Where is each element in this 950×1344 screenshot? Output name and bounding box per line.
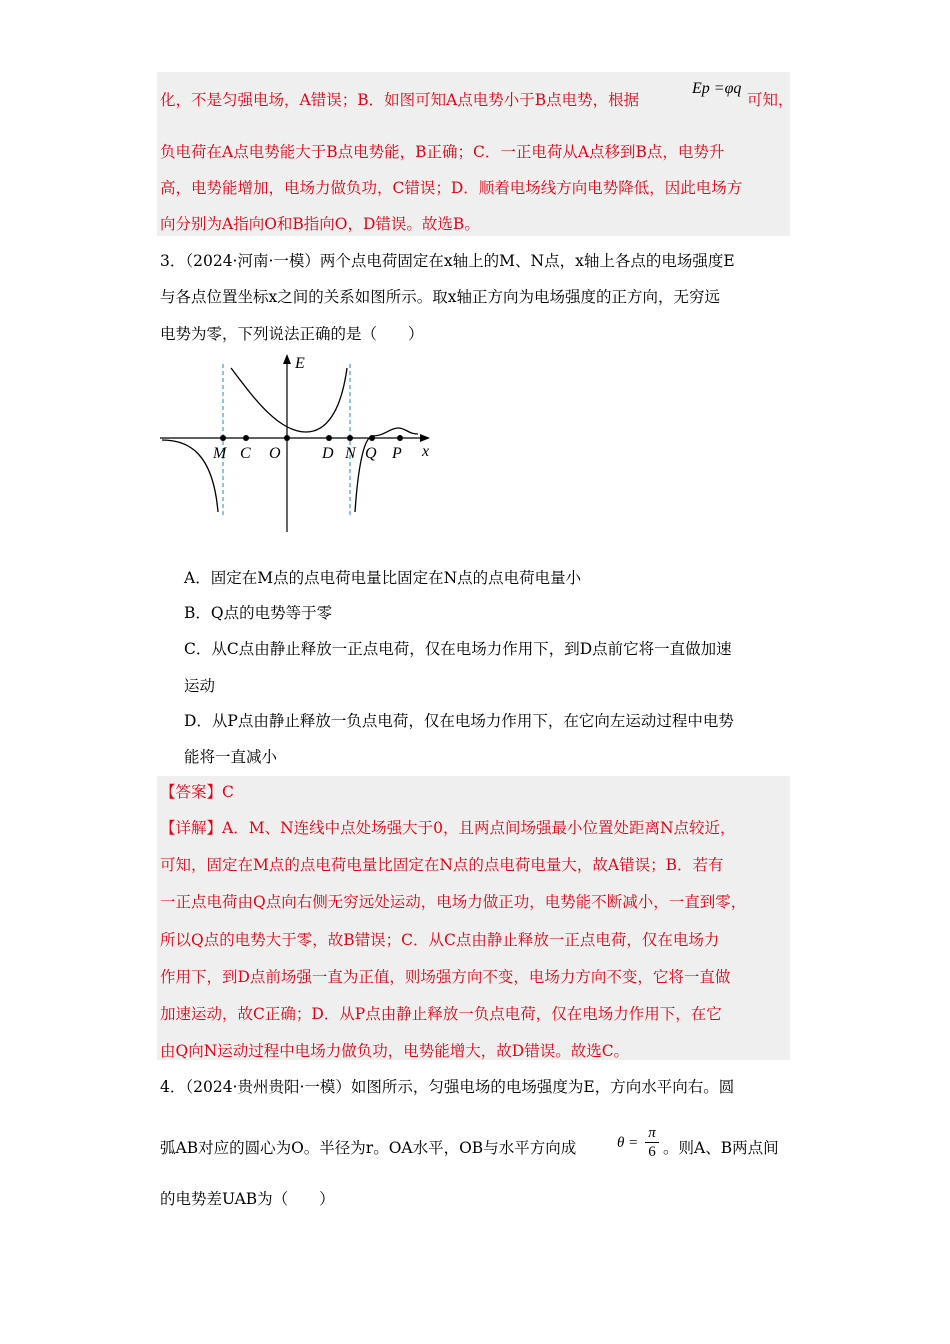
q3-option-d-cont: 能将一直减小 [184,748,278,766]
q3-explanation-line-1: 【详解】A．M、N连线中点处场强大于0，且两点间场强最小位置处距离N点较近， [160,819,736,837]
point-n [347,435,353,441]
q4-stem-line-2-tail: 。则A、B两点间 [663,1139,779,1157]
q2-explanation-line-2: 负电荷在A点电势能大于B点电势能，B正确；C．一正电荷从A点移到B点，电势升 [160,143,725,161]
q2-explanation-line-3: 高，电势能增加，电场力做负功，C错误；D．顺着电场线方向电势降低，因此电场方 [160,179,743,197]
potential-energy-formula: Ep =φq [692,80,742,97]
q3-explanation-line-2: 可知，固定在M点的点电荷电量比固定在N点的点电荷电量大，故A错误；B．若有 [160,856,724,874]
point-o [284,435,290,441]
q2-explanation-line-1 [160,90,639,110]
q3-explanation-line-7: 由Q向N运动过程中电场力做负功，电势能增大，故D错误。故选C。 [160,1042,630,1060]
q3-option-d: D．从P点由静止释放一负点电荷，仅在电场力作用下，在它向左运动过程中电势 [184,712,734,730]
q3-option-c: C．从C点由静止释放一正点电荷，仅在电场力作用下，到D点前它将一直做加速 [184,640,732,658]
curve-left-of-m [162,440,218,512]
q3-explanation-line-4: 所以Q点的电势大于零，故B错误；C．从C点由静止释放一正点电荷，仅在电场力 [160,931,720,949]
q3-option-a: A．固定在M点的点电荷电量比固定在N点的点电荷电量小 [184,569,582,587]
label-d: D [322,445,334,462]
pi-over-six-fraction [645,1124,659,1161]
fraction-numerator: π [645,1124,659,1143]
q2-explanation-line-4: 向分别为A指向O和B指向O，D错误。故选B。 [160,215,480,233]
q4-stem-line-1: 4．（2024·贵州贵阳·一模）如图所示，匀强电场的电场强度为E，方向水平向右。圆 [160,1078,735,1096]
q3-stem-line-1: 3．（2024·河南·一模）两个点电荷固定在x轴上的M、N点，x轴上各点的电场强度E [160,252,735,270]
q3-answer: 【答案】C [160,783,234,801]
label-n: N [345,445,356,462]
q3-explanation-line-5: 作用下，到D点前场强一直为正值，则场强方向不变，电场力方向不变，它将一直做 [160,968,731,986]
point-c [243,435,249,441]
label-q: Q [365,445,377,462]
q3-explanation-line-6: 加速运动，故C正确；D．从P点由静止释放一负点电荷，仅在电场力作用下，在它 [160,1005,722,1023]
y-axis-label: E [295,355,305,372]
x-axis-arrow [420,434,430,442]
point-m [220,435,226,441]
fraction-denominator: 6 [648,1144,656,1160]
q4-stem-line-2-head: 弧AB对应的圆心为O。半径为r。OA水平，OB与水平方向成 [160,1139,577,1157]
label-c: C [240,445,251,462]
point-d [326,435,332,441]
q3-explanation-line-3: 一正点电荷由Q点向右侧无穷远处运动，电场力做正功，电势能不断减小，一直到零， [160,893,747,911]
label-m: M [213,445,227,462]
e-x-graph [158,352,448,542]
x-axis-label: x [422,443,430,460]
point-p [397,435,403,441]
label-p: P [392,445,402,462]
q2-formula-tail: 可知， [747,91,794,109]
theta-formula: θ = [617,1135,639,1151]
q2-explanation-text: 化，不是匀强电场，A错误；B．如图可知A点电势小于B点电势，根据 [160,91,640,109]
q3-stem-line-2: 与各点位置坐标x之间的关系如图所示。取x轴正方向为电场强度的正方向，无穷远 [160,288,720,306]
q3-option-b: B．Q点的电势等于零 [184,604,333,622]
y-axis-arrow [283,354,291,364]
q3-stem-line-3: 电势为零，下列说法正确的是（ ） [160,325,424,343]
curve-between-m-n [231,368,347,432]
q3-option-c-cont: 运动 [184,677,216,695]
label-o: O [269,445,281,462]
point-q [369,435,375,441]
curve-right-of-n [355,428,418,512]
q4-stem-line-3: 的电势差UAB为（ ） [160,1190,335,1208]
